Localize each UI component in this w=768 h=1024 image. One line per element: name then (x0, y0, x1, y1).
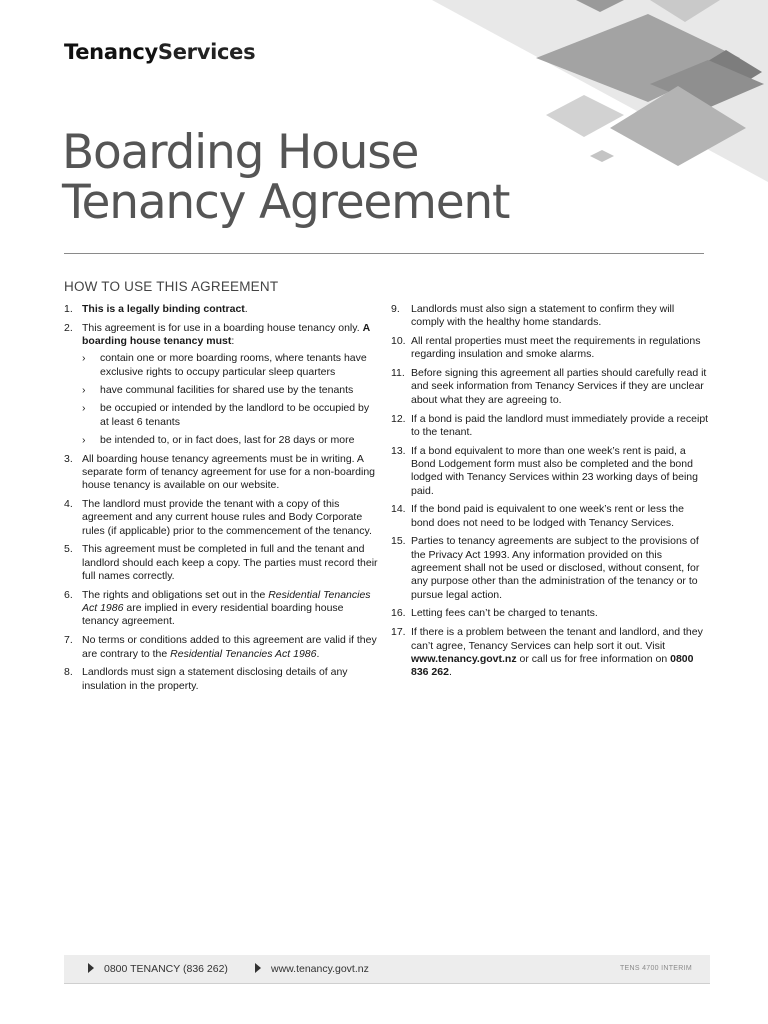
sub-list-item: › be intended to, or in fact does, last for 28 days or more (82, 433, 355, 446)
tenancy-services-logo: TenancyServices (64, 40, 256, 64)
title-line-1: Boarding House (62, 125, 419, 180)
list-item: 8. Landlords must sign a statement disclosing details of any insulation in the property. (64, 666, 348, 692)
sub-list-item: › have communal facilities for shared use by the tenants (82, 383, 354, 396)
chevron-right-icon: › (82, 352, 86, 365)
list-item: 3. All boarding house tenancy agreements must be in writing. A separate form of tenancy agreement for use for a non-boarding house tenancy is available on our website. (64, 452, 376, 492)
footer-bar (64, 955, 710, 983)
list-item: 7. No terms or conditions added to this agreement are valid if they are contrary to the Residential Tenancies Act 1986. (64, 634, 377, 660)
chevron-right-icon: › (82, 433, 86, 446)
list-item: 6. The rights and obligations set out in the Residential Tenancies Act 1986 are implied in every residential boarding house tenancy agreement. (64, 588, 371, 628)
section-heading: HOW TO USE THIS AGREEMENT (64, 279, 279, 294)
diamond-shape (546, 95, 624, 137)
list-item: 4. The landlord must provide the tenant with a copy of this agreement and any current house rules and Body Corporate rules (if applicable) prior to the commencement of the tenancy. (64, 498, 372, 537)
website-link[interactable]: www.tenancy.govt.nz (411, 652, 517, 665)
footer-phone: 0800 TENANCY (836 262) (88, 963, 228, 975)
list-item: 1. This is a legally binding contract. (64, 303, 248, 315)
list-item: 10. All rental properties must meet the requirements in regulations regarding insulation and smoke alarms. (391, 335, 701, 361)
list-item: 12. If a bond is paid the landlord must immediately provide a receipt to the tenant. (391, 412, 709, 438)
page-title (62, 125, 510, 230)
chevron-right-icon: › (82, 383, 86, 396)
phone-number: 0800 836 262 (411, 652, 694, 679)
sub-list-item: › contain one or more boarding rooms, where tenants have exclusive rights to occupy particular sleep quarters (82, 352, 367, 378)
list-item: 5. This agreement must be completed in full and the tenant and landlord should each keep a copy. The parties must record their full names correctly. (64, 543, 378, 583)
list-item: 9. Landlords must also sign a statement to confirm they will comply with the healthy home standards. (391, 303, 675, 329)
sub-list-item: › be occupied or intended by the landlord to be occupied by at least 6 tenants (82, 402, 370, 428)
diamond-shape (590, 150, 614, 162)
list-item: 13. If a bond equivalent to more than one week’s rent is paid, a Bond Lodgement form must also be completed and the bond lodged with Tenancy Services within 23 working days of being paid. (391, 444, 698, 497)
instruction-list (64, 303, 380, 693)
title-divider (64, 253, 704, 254)
list-item: 15. Parties to tenancy agreements are subject to the provisions of the Privacy Act 1993. Any information provided on this agreement shall not be used or disclosed, without consent, for any purpose other than the administration of the tenancy or to pursue legal action. (391, 535, 700, 601)
list-item: 11. Before signing this agreement all parties should carefully read it and seek information from Tenancy Services if they are unclear about what they are agreeing to. (391, 367, 707, 406)
footer-divider (64, 983, 710, 984)
list-item: 2. This agreement is for use in a boarding house tenancy only. A boarding house tenancy must: › contain one or more boarding rooms, where tenants have exclusive rights to occupy particular sleep quarters › have communal facilities for shared use by the tenants › be occupied or intended by the landlord to be occupied by at least 6 tenants › be intended to, or in fact does, last for 28 days or more (64, 322, 380, 447)
list-item: 17. If there is a problem between the tenant and landlord, and they can’t agree, Tenancy Services can help sort it out. Visit www.tenancy.govt.nz or call us for free information on 0800 836 262. (391, 626, 703, 679)
list-item: 16. Letting fees can’t be charged to tenants. (391, 607, 598, 620)
instructions-column-right (391, 303, 709, 685)
arrow-right-icon (88, 963, 94, 973)
instructions-column-left (64, 303, 380, 698)
sub-list (82, 352, 380, 447)
form-code: TENS 4700 INTERIM (619, 965, 692, 972)
footer-website-link[interactable]: www.tenancy.govt.nz (255, 963, 369, 975)
title-line-2: Tenancy Agreement (62, 175, 510, 230)
list-item: 14. If the bond paid is equivalent to one week’s rent or less the bond does not need to be lodged with Tenancy Services. (391, 503, 684, 529)
chevron-right-icon: › (82, 402, 86, 415)
arrow-right-icon (255, 963, 261, 973)
instruction-list (391, 303, 709, 679)
